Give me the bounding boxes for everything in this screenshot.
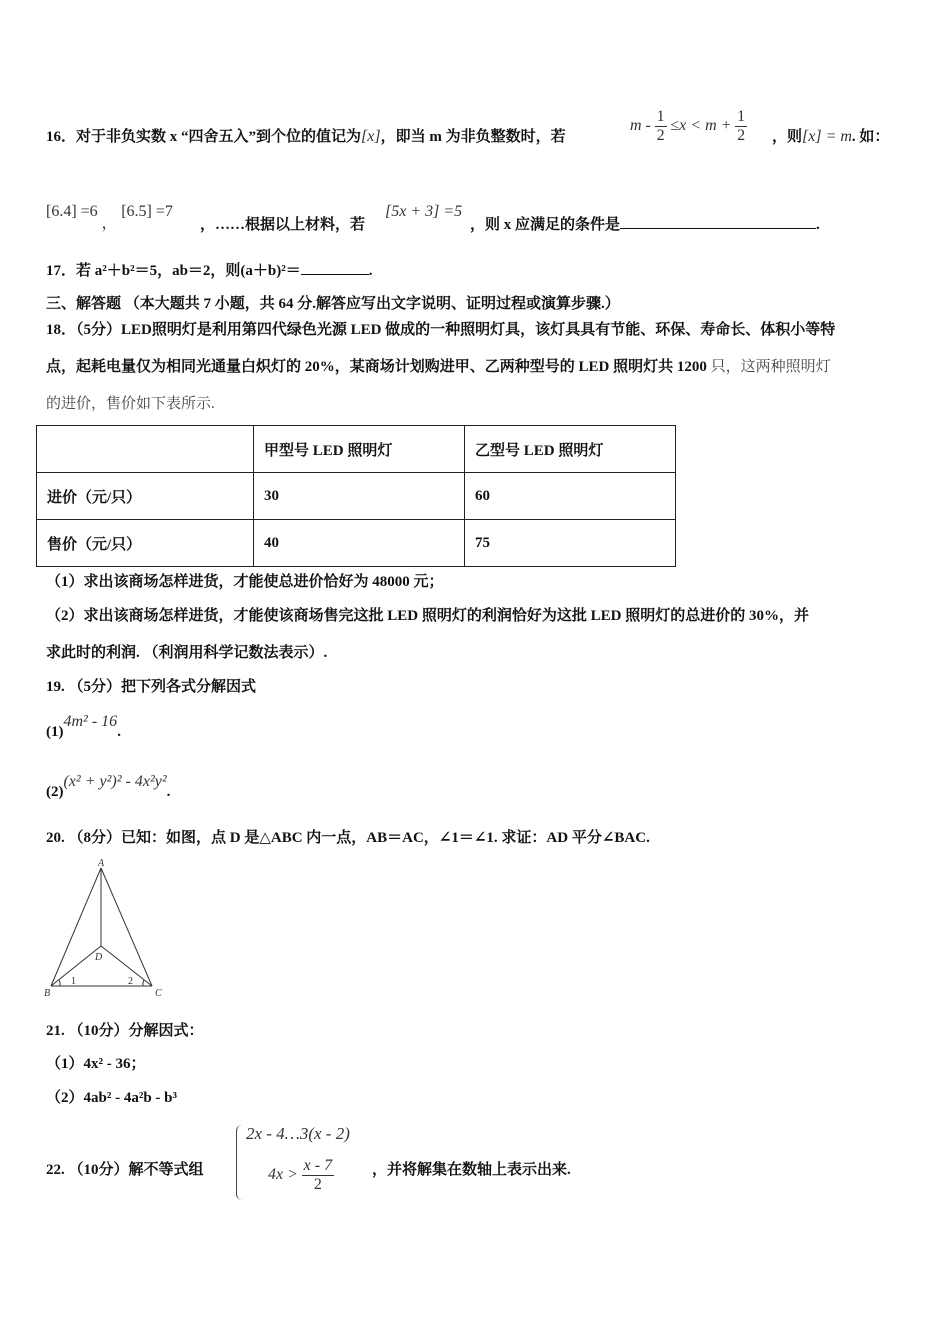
fraction-half <box>735 108 747 145</box>
label: (2) <box>46 784 64 800</box>
label-a: A <box>98 858 105 869</box>
example-2: [6.5] =7 <box>121 203 173 220</box>
q18-sub1: （1）求出该商场怎样进货，才能使总进价恰好为 48000 元； <box>46 574 444 590</box>
ineq-left: 4x > <box>268 1166 298 1183</box>
text: ，则 x 应满足的条件是 <box>470 217 621 233</box>
math-bracket-x: [x] <box>361 128 381 145</box>
ineq-left: m - <box>630 117 651 134</box>
table-row <box>37 473 676 520</box>
q18-sub2: （2）求出该商场怎样进货，才能使该商场售完这批 LED 照明灯的利润恰好为这批 LED 照明灯的总进价的 30%，并 <box>46 608 809 624</box>
triangle-figure <box>40 856 180 1001</box>
example-1: [6.4] =6 <box>46 203 98 220</box>
q22-prefix: 22. （10分）解不等式组 <box>46 1162 204 1178</box>
text: 只，这两种照明灯 <box>706 359 831 375</box>
text: ，……根据以上材料，若 <box>200 217 366 233</box>
q17 <box>46 261 373 281</box>
table-header-row <box>37 426 676 473</box>
text: . <box>117 724 121 740</box>
q22-suffix: ，并将解集在数轴上表示出来. <box>372 1162 571 1178</box>
table-cell: 30 <box>254 473 465 520</box>
q18-line3: 的进价，售价如下表所示. <box>46 396 215 412</box>
q19-part2 <box>46 773 171 802</box>
label-d: D <box>95 952 103 963</box>
num: x - 7 <box>303 1157 333 1175</box>
q18-sub2b: 求此时的利润. （利润用科学记数法表示）. <box>46 645 328 661</box>
answer-blank[interactable] <box>620 228 816 229</box>
table-row <box>37 520 676 567</box>
sep: ， <box>101 215 118 232</box>
text: . <box>816 217 820 233</box>
q17-text: 17．若 a²＋b²＝5，ab＝2，则(a＋b)²＝ <box>46 263 301 279</box>
q16-text: 16．对于非负实数 x “四舍五入”到个位的值记为 <box>46 129 362 145</box>
text: ，则 <box>772 129 803 145</box>
segment-bd <box>51 946 101 986</box>
q21-title: 21. （10分）分解因式： <box>46 1023 204 1039</box>
text: . <box>368 263 373 279</box>
table-cell: 60 <box>465 473 676 520</box>
fraction <box>302 1157 334 1194</box>
q16-text-mid: ，即当 m 为非负整数时，若 <box>380 129 566 145</box>
math-expr: (x² + y²)² - 4x²y² <box>63 773 167 790</box>
price-table <box>36 425 676 567</box>
table-cell: 售价（元/只） <box>37 520 254 567</box>
label-angle-1: 1 <box>71 976 76 987</box>
table-cell: 75 <box>465 520 676 567</box>
q22-ineq1: 2x - 4…3(x - 2) <box>246 1124 350 1143</box>
label-angle-2: 2 <box>128 976 133 987</box>
label-c: C <box>155 988 162 999</box>
q16-line2-mid <box>200 215 365 235</box>
table-cell: 40 <box>254 520 465 567</box>
den: 2 <box>737 127 746 145</box>
q16-inequality <box>630 103 747 149</box>
q18-line1: 18．（5分）LED照明灯是利用第四代绿色光源 LED 做成的一种照明灯具，该灯具具有节能、环保、寿命长、体积小等特 <box>46 322 836 338</box>
num: 1 <box>737 108 746 126</box>
q20-text: 20. （8分）已知：如图，点 D 是△ABC 内一点，AB＝AC，∠1＝∠1. 求证：AD 平分∠BAC. <box>46 830 650 846</box>
q16-line2 <box>46 202 173 232</box>
table-header-cell: 甲型号 LED 照明灯 <box>254 426 465 473</box>
table-header-cell <box>37 426 254 473</box>
math-result: [x] = m <box>802 128 852 145</box>
text: 点，起耗电量仅为相同光通量白炽灯的 20%，某商场计划购进甲、乙两种型号的 LED 照明灯共 1200 <box>46 359 707 375</box>
den: 2 <box>656 127 665 145</box>
math-condition: [5x + 3] =5 <box>385 203 463 220</box>
q18-line2 <box>46 357 831 377</box>
system-brace <box>236 1125 245 1200</box>
math-expr: 4m² - 16 <box>63 713 118 730</box>
section-3-heading: 三、解答题 （本大题共 7 小题，共 64 分.解答应写出文字说明、证明过程或演算步骤.） <box>46 296 620 312</box>
q16-line2-end <box>470 215 820 235</box>
q21-part1: （1）4x² - 36； <box>46 1056 146 1072</box>
angle-1-arc <box>59 980 60 986</box>
text: . 如： <box>851 129 890 145</box>
table-header-cell: 乙型号 LED 照明灯 <box>465 426 676 473</box>
segment-cd <box>101 946 152 986</box>
edge-ab <box>51 868 101 986</box>
angle-2-arc <box>143 980 144 986</box>
table-cell: 进价（元/只） <box>37 473 254 520</box>
den: 2 <box>313 1176 322 1194</box>
q16-condition <box>385 202 462 222</box>
fraction-half <box>655 108 667 145</box>
answer-blank[interactable] <box>301 274 369 275</box>
label-b: B <box>44 988 51 999</box>
q19-title: 19. （5分）把下列各式分解因式 <box>46 679 257 695</box>
ineq-mid: ≤x < m + <box>670 117 732 134</box>
q16-line1-end <box>772 127 889 147</box>
text: . <box>166 784 171 800</box>
label: (1) <box>46 724 64 740</box>
q16-line1 <box>46 127 566 147</box>
q19-part1 <box>46 713 121 742</box>
edge-ac <box>101 868 152 986</box>
q22-ineq2 <box>268 1152 334 1198</box>
q21-part2: （2）4ab² - 4a²b - b³ <box>46 1090 178 1106</box>
num: 1 <box>656 108 665 126</box>
